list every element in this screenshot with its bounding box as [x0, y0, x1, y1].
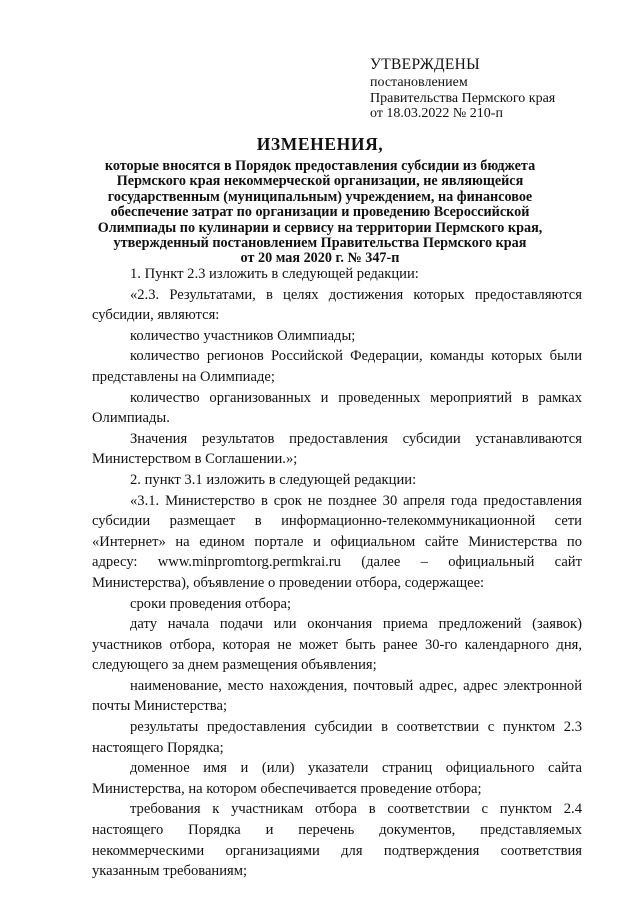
approval-line: от 18.03.2022 № 210-п	[370, 106, 503, 121]
paragraph: сроки проведения отбора;	[130, 595, 292, 612]
subtitle-line: обеспечение затрат по организации и проведению Всероссийской	[110, 204, 530, 221]
document-body	[92, 264, 582, 882]
approval-stamp	[370, 56, 620, 122]
subtitle-line: от 20 мая 2020 г. № 347-п	[240, 250, 400, 267]
paragraph: результаты предоставления субсидии в соответствии с пунктом 2.3 настоящего Порядка;	[92, 719, 582, 756]
approval-line: Правительства Пермского края	[370, 90, 556, 106]
paragraph: Значения результатов предоставления субсидии устанавливаются Министерством в Соглашении.»;	[92, 430, 582, 468]
paragraph: количество участников Олимпиады;	[130, 327, 356, 344]
subtitle-line: Олимпиады по кулинарии и сервису на территории Пермского края,	[97, 219, 543, 236]
paragraph: количество регионов Российской Федерации, команды которых были представлены на Олимпиаде;	[92, 348, 582, 385]
subtitle-line: утвержденный постановлением Правительства Пермского края	[113, 235, 527, 252]
paragraph: наименование, место нахождения, почтовый адрес, адрес электронной почты Министерства;	[92, 677, 582, 715]
document-title: ИЗМЕНЕНИЯ,	[256, 134, 384, 154]
paragraph: 1. Пункт 2.3 изложить в следующей редакции:	[130, 266, 419, 282]
paragraph: «2.3. Результатами, в целях достижения которых предоставляются субсидии, являются:	[92, 286, 582, 324]
paragraph: требования к участникам отбора в соответствии с пунктом 2.4 настоящего Порядка и перечень документов, представляемых некоммерческими организациями для подтверждения соответствия указанным требованиям;	[92, 801, 582, 880]
paragraph: дату начала подачи или окончания приема предложений (заявок) участников отбора, которая не может быть ранее 30-го календарного дня, следующего за днем размещения объявления;	[92, 616, 582, 674]
document-subtitle	[70, 159, 570, 267]
subtitle-line: государственным (муниципальным) учреждением, на финансовое	[107, 188, 533, 205]
approval-heading: УТВЕРЖДЕНЫ	[370, 56, 480, 73]
subtitle-line: Пермского края некоммерческой организации, не являющейся	[116, 173, 524, 190]
paragraph: «3.1. Министерство в срок не позднее 30 апреля года предоставления субсидии размещает в информационно-телекоммуникационной сети «Интернет» на едином портале и официальном сайте Министерства по адресу: www.minpromtorg.permkrai.ru (далее – официальный сайт Министерства), объявление о проведении отбора, содержащее:	[92, 492, 582, 591]
paragraph: 2. пункт 3.1 изложить в следующей редакции:	[130, 471, 417, 488]
subtitle-line: которые вносятся в Порядок предоставления субсидии из бюджета	[104, 158, 536, 174]
paragraph: количество организованных и проведенных мероприятий в рамках Олимпиады.	[92, 389, 582, 427]
approval-line: постановлением	[370, 75, 468, 90]
paragraph: доменное имя и (или) указатели страниц официального сайта Министерства, на котором обеспечивается проведение отбора;	[92, 760, 582, 797]
